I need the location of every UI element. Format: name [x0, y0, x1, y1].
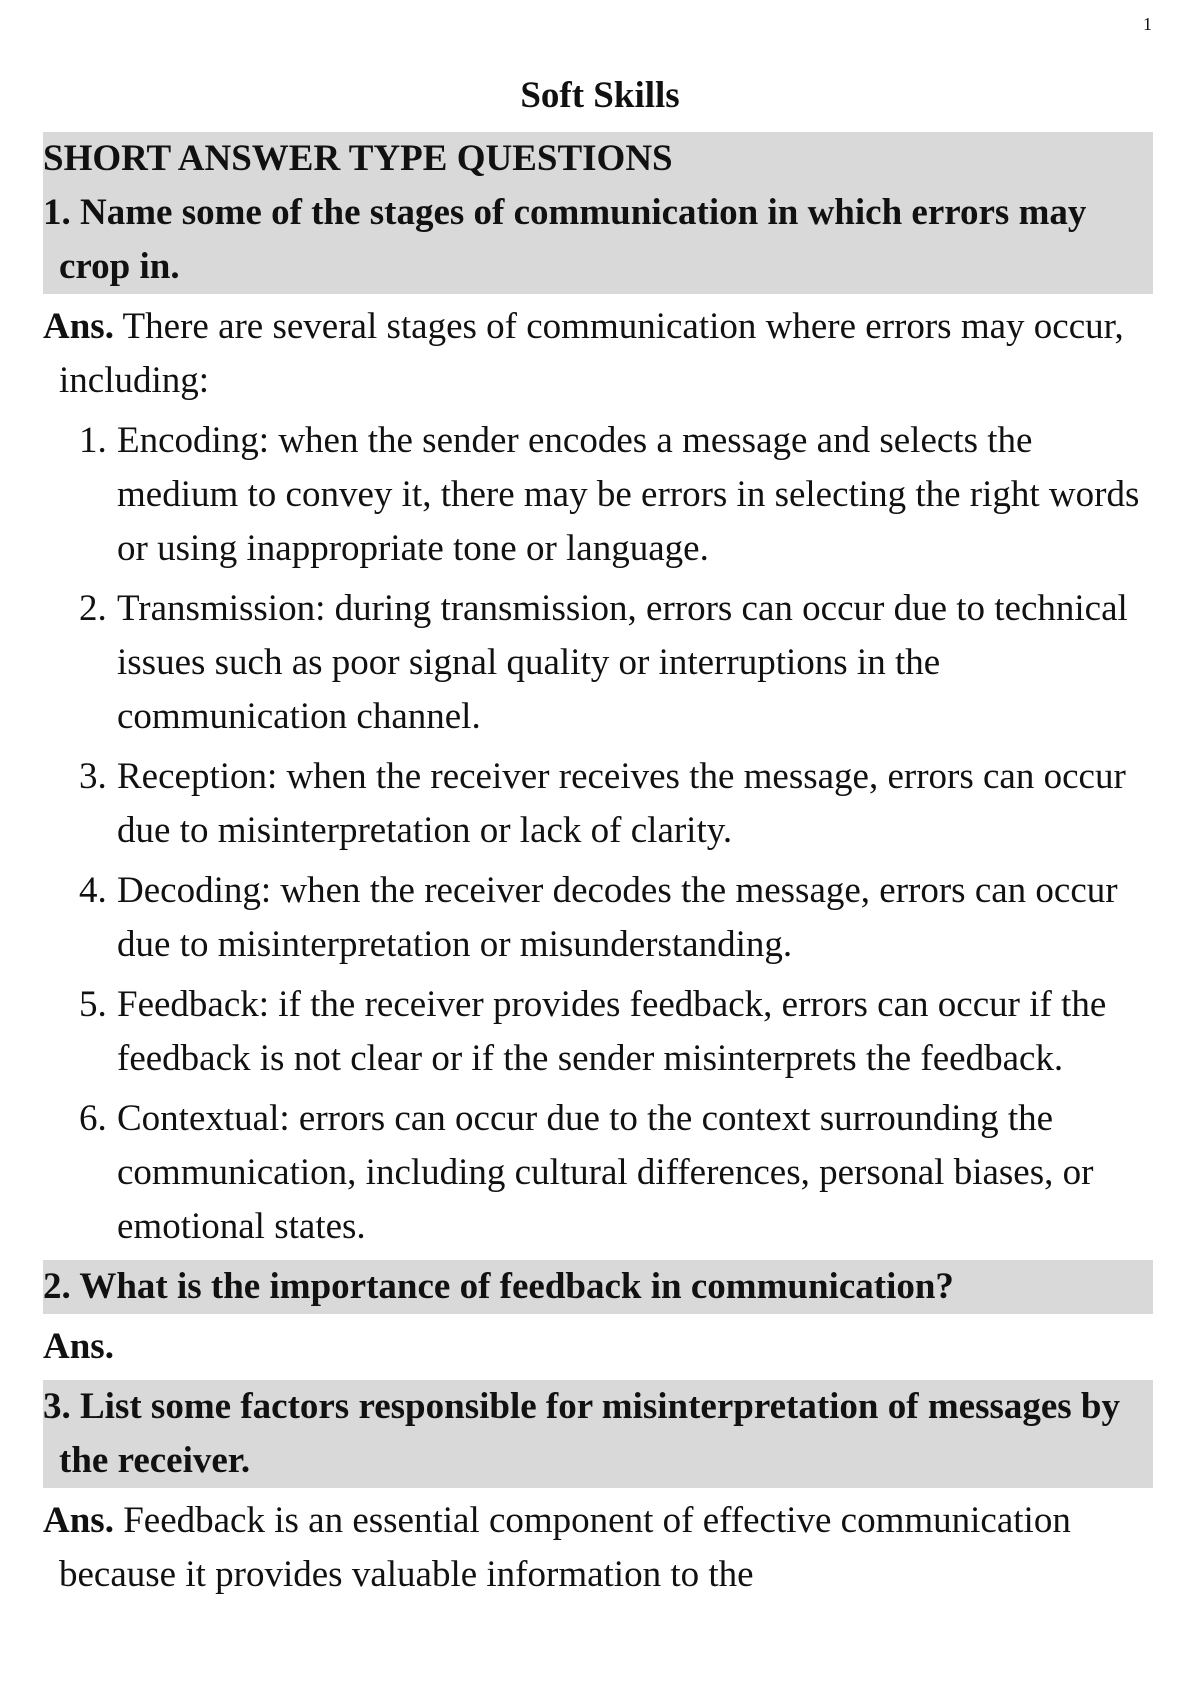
- question-2: 2. What is the importance of feedback in communication?: [43, 1260, 1153, 1314]
- answer-1: [43, 300, 1153, 408]
- document-title: Soft Skills: [520, 75, 680, 116]
- list-item: [43, 750, 1153, 858]
- list-item-text: Transmission: during transmission, errors can occur due to technical issues such as poor signal quality or interruptions in the communication channel.: [117, 588, 1128, 737]
- answer-label: Ans.: [43, 306, 114, 347]
- list-item-number: 6.: [79, 1098, 107, 1139]
- list-item: [43, 414, 1153, 576]
- list-item-number: 1.: [79, 420, 107, 461]
- answer-3: [43, 1494, 1153, 1602]
- list-item: [43, 1092, 1153, 1254]
- list-item-text: Encoding: when the sender encodes a message and selects the medium to convey it, there may be errors in selecting the right words or using inappropriate tone or language.: [117, 420, 1140, 569]
- list-item-number: 4.: [79, 870, 107, 911]
- list-item: [43, 978, 1153, 1086]
- list-item: [43, 582, 1153, 744]
- list-item-text: Feedback: if the receiver provides feedback, errors can occur if the feedback is not clear or if the sender misinterprets the feedback.: [117, 984, 1107, 1079]
- answer-3-text: Feedback is an essential component of effective communication because it provides valuable information to the: [59, 1500, 1071, 1595]
- answer-2: [43, 1320, 1153, 1374]
- question-1: 1. Name some of the stages of communication in which errors may crop in.: [43, 186, 1153, 294]
- list-item-text: Reception: when the receiver receives the message, errors can occur due to misinterpretation or lack of clarity.: [117, 756, 1126, 851]
- list-item-number: 3.: [79, 756, 107, 797]
- answer-1-text: There are several stages of communication where errors may occur, including:: [59, 306, 1124, 401]
- list-item-number: 5.: [79, 984, 107, 1025]
- list-item-text: Contextual: errors can occur due to the context surrounding the communication, including cultural differences, personal biases, or emotional states.: [117, 1098, 1094, 1247]
- stages-list: [43, 414, 1153, 1254]
- list-item-number: 2.: [79, 588, 107, 629]
- page-number: 1: [1143, 14, 1152, 34]
- document-body: [43, 132, 1153, 1608]
- list-item-text: Decoding: when the receiver decodes the message, errors can occur due to misinterpretation or misunderstanding.: [117, 870, 1118, 965]
- answer-label: Ans.: [43, 1500, 114, 1541]
- section-heading: SHORT ANSWER TYPE QUESTIONS: [43, 132, 1153, 186]
- list-item: [43, 864, 1153, 972]
- answer-label: Ans.: [43, 1326, 114, 1367]
- question-3: 3. List some factors responsible for misinterpretation of messages by the receiver.: [43, 1380, 1153, 1488]
